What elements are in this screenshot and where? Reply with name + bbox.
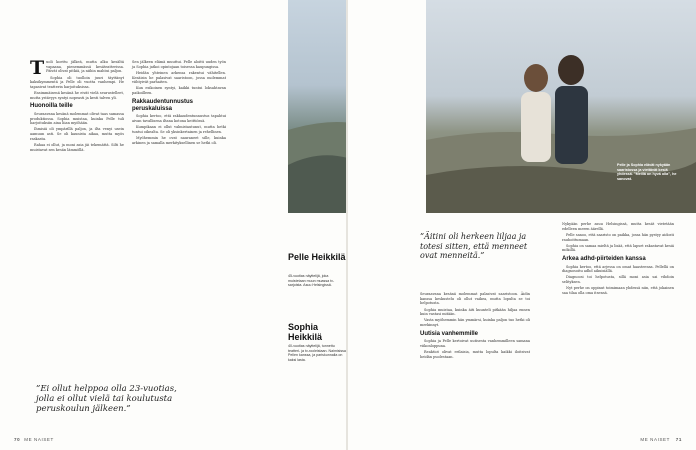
- left-column-1: [30, 57, 124, 154]
- section-2-paragraph-3: Myöhemmin he ovat nauraneet sille, kuinka arkinen ja samalla merkityksellinen se hetki oli.: [132, 135, 226, 145]
- col-a-paragraph-1: Seuraavana kesänä molemmat palasivat saaristoon. Äidin kanssa keskustelu oli ollut vaikea, mutta lopulta se toi helpotusta.: [420, 292, 530, 306]
- right-column-a: [420, 292, 530, 361]
- intro-paragraph-3: Ensimmäisenä kesänä he eivät vielä seurustelleet, mutta ystävyys syntyi nopeasti ja kesti talven yli.: [30, 91, 124, 100]
- magazine-name-right: ME NAISET: [640, 437, 670, 442]
- pull-quote-right: ”Äitini oli herkeen liljaa ja totesi sitten, että menneet ovat menneitä.”: [420, 232, 528, 261]
- magazine-name-left: ME NAISET: [24, 437, 54, 442]
- photo-couple-portrait: [426, 0, 696, 213]
- intro-paragraph-2: Sophia oli tuolloin juuri täyttänyt kaksikymmentä ja Pelle oli vuotta vanhempi. He tapasivat teatterin harjoituksissa.: [30, 75, 124, 89]
- folio-left: [14, 437, 54, 442]
- section-2-paragraph-1: Sophia kertoo, että rakkaudentunnustus tapahtui aivan tavallisena iltana kotona keittiössä.: [132, 114, 226, 123]
- left-column-2: [132, 60, 226, 147]
- folio-right: [640, 437, 682, 442]
- sidebar-sophia-bio: 40-vuotias näyttelijä, tunnettu teatteri- ja tv-rooleistaan. Naimisissa Pellen kanssa, ja pariskunnalla on kaksi lasta.: [288, 344, 346, 362]
- col-b-paragraph-3: Sophia on samaa mieltä ja lisää, että lapset rakastavat kesiä mökillä.: [562, 243, 674, 253]
- section-heading-2: Rakkaudentunnustus peruskaluissa: [132, 98, 194, 112]
- col-b-paragraph-2: Pelle sanoo, että saaristo on paikka, jossa hän pystyy aidosti rauhoittumaan.: [562, 232, 674, 242]
- section-1-paragraph-1: Seuraavana kesänä molemmat olivat taas samassa produktiossa. Sophia muistaa, kuinka Pelle tuli harjoituksiin aina liian myöhään.: [30, 111, 124, 126]
- page-number-right: 71: [675, 437, 682, 442]
- section-4-paragraph-3: Nyt perhe on oppinut toimimaan yhdessä niin, että jokainen saa tilaa olla oma itsensä.: [562, 286, 674, 295]
- dropcap: T: [30, 57, 45, 79]
- section-2-paragraph-2: Kumpikaan ei ollut valmistautunut, mutta hetki tuntui oikealta. Se oli yksinkertainen ja rehellinen.: [132, 125, 226, 134]
- col2-paragraph-3: Kun esikoinen syntyi, kaikki tuntui loksahtavan paikoilleen.: [132, 86, 226, 95]
- col-a-paragraph-3: Vasta myöhemmin hän ymmärsi, kuinka paljon tuo hetki oli merkinnyt.: [420, 318, 530, 327]
- section-4-paragraph-1: Sophia kertoo, että arjessa on omat haasteensa. Pellellä on diagnosoitu adhd aikuisiällä.: [562, 264, 674, 274]
- col-b-paragraph-1: Nykyään perhe asuu Helsingissä, mutta kesät vietetään edelleen meren äärellä.: [562, 222, 674, 231]
- sidebar-sophia-name: Sophia Heikkilä: [288, 322, 323, 342]
- left-page: [0, 0, 346, 450]
- sidebar-pelle-name: Pelle Heikkilä: [288, 252, 346, 262]
- section-3-paragraph-2: Reaktiot olivat erilaisia, mutta lopulta kaikki iloitsivat heidän puolestaan.: [420, 350, 530, 359]
- right-column-b: [562, 222, 674, 297]
- sidebar-pelle-bio: 45-vuotias näyttelijä, joka muistetaan muun muassa tv-sarjoista. Asuu Helsingissä.: [288, 274, 335, 288]
- photo-2-illustration: [426, 0, 696, 213]
- col2-paragraph-1: Sen jälkeen elämä muuttui. Pelle aloitti uuden työn ja Sophia jatkoi opintojaan toisessa kaupungissa.: [132, 60, 226, 69]
- col2-paragraph-2: Heidän yhteinen arkensa rakentui vähitellen. Kesäisin he palasivat saaristoon, jossa molemmat viihtyivät parhaiten.: [132, 70, 226, 85]
- section-1-paragraph-3: Rahaa ei ollut, ja moni asia jäi tekemättä. Silti he muistavat sen kesän lämmöllä.: [30, 142, 124, 152]
- intro-paragraph-1: Tuoli koettu jälkeä, mutta alku kesältä vapaana, pienemmässä kesäteatterissa. Päivät olivat pitkiä, ja niihin mahtui paljon.: [30, 57, 124, 79]
- pull-quote-left: ”Ei ollut helppoa olla 23-vuotias, jolla ei ollut vielä tai koulutusta peruskoulun jälkeen.”: [36, 384, 177, 414]
- right-page: [288, 0, 696, 450]
- section-heading-4: Arkea adhd-piirteiden kanssa: [562, 256, 646, 262]
- col-a-paragraph-2: Sophia muistaa, kuinka äiti kuunteli pitkään hiljaa ennen kuin vastasi mitään.: [420, 307, 530, 317]
- photo-caption: Pelle ja Sophia elävät nykyään saaristossa ja viettävät kesiä yhdessä. ”Meillä on hyvä olla”, he sanovat.: [617, 163, 677, 181]
- section-3-paragraph-1: Sophia ja Pelle kertoivat uutisesta vanhemmilleen samana viikonloppuna.: [420, 339, 530, 348]
- page-number-left: 70: [14, 437, 21, 442]
- section-heading-1: Huonoilla teille: [30, 103, 73, 110]
- section-4-paragraph-2: Diagnoosi toi helpotusta, sillä moni asia sai vihdoin selityksen.: [562, 275, 674, 284]
- section-1-paragraph-2: Ihmisiä oli ympärillä paljon, ja ilta venyi usein aamuun asti. Se oli kaunista aikaa, mutta myös raskasta.: [30, 127, 124, 141]
- section-heading-3: Uutisia vanhemmille: [420, 330, 479, 337]
